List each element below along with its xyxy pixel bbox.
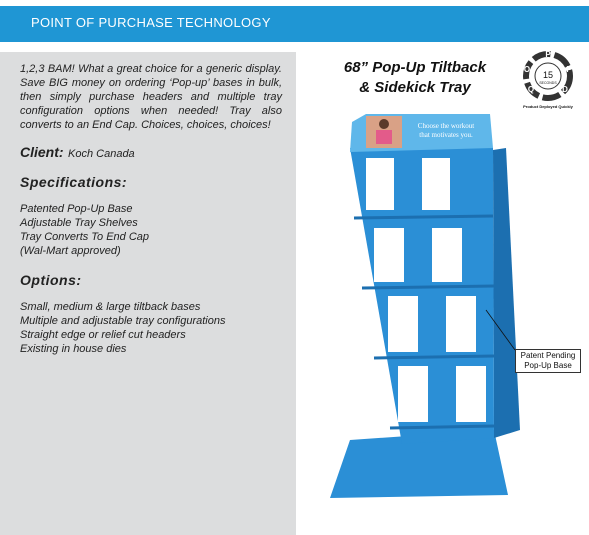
badge-letter: Q [527, 85, 535, 94]
display-illustration [310, 100, 520, 505]
pop-quick-badge-icon [518, 48, 578, 114]
list-item: Patented Pop-Up Base [20, 203, 133, 215]
patent-callout [515, 349, 581, 373]
shelf-window [398, 366, 428, 422]
shelf-window [456, 366, 486, 422]
header-title: POINT OF PURCHASE TECHNOLOGY [31, 15, 271, 30]
list-item: Multiple and adjustable tray configurations [20, 315, 226, 327]
shelf-window [366, 158, 394, 210]
shelf-window [388, 296, 418, 352]
list-item: (Wal-Mart approved) [20, 245, 121, 257]
shelf-window [374, 228, 404, 282]
callout-line2: Pop-Up Base [524, 361, 572, 370]
list-item: Straight edge or relief cut headers [20, 329, 186, 341]
shelf-window [432, 228, 462, 282]
product-title [330, 58, 500, 98]
description-content [20, 62, 282, 370]
product-title-line2: & Sidekick Tray [359, 79, 471, 96]
options-list [20, 300, 282, 356]
product-title-line1: 68” Pop-Up Tiltback [343, 59, 487, 76]
specifications-list [20, 202, 282, 258]
display-header-text: Choose the workout [417, 122, 475, 130]
shelf-window [422, 158, 450, 210]
shelf-window [446, 296, 476, 352]
model-top [376, 130, 392, 144]
shelf-line [362, 286, 494, 288]
list-item: Small, medium & large tiltback bases [20, 301, 201, 313]
client-value: Koch Canada [68, 148, 135, 160]
badge-number: 15 [542, 70, 554, 80]
options-heading: Options: [20, 272, 82, 288]
intro-paragraph: 1,2,3 BAM! What a great choice for a generic display. Save BIG money on ordering ‘Pop-up’ bases in bulk, then simply purchase headers and multiple tray configuration options when needed! Tray also converts to an End Cap. Choices, choices, choices! [20, 63, 282, 131]
callout-line1: Patent Pending [520, 351, 576, 360]
badge-letter: P [545, 50, 551, 59]
shelf-line [354, 216, 493, 218]
display-side-panel [493, 148, 520, 438]
badge-sub: SECONDS [539, 81, 557, 85]
shelf-line [390, 426, 494, 428]
model-head [379, 119, 389, 129]
badge-letter: D [562, 85, 568, 94]
badge-letter: O [523, 65, 531, 74]
display-header-text: that motivates you. [419, 131, 473, 139]
list-item: Tray Converts To End Cap [20, 231, 150, 243]
client-line [20, 144, 282, 162]
shelf-line [374, 356, 494, 358]
badge-caption: Product Deployed Quickly [523, 104, 573, 109]
specifications-heading: Specifications: [20, 174, 128, 190]
list-item: Existing in house dies [20, 343, 127, 355]
client-label: Client: [20, 144, 64, 160]
badge-letter: P [566, 65, 572, 74]
list-item: Adjustable Tray Shelves [20, 217, 138, 229]
header-bar [0, 6, 589, 42]
